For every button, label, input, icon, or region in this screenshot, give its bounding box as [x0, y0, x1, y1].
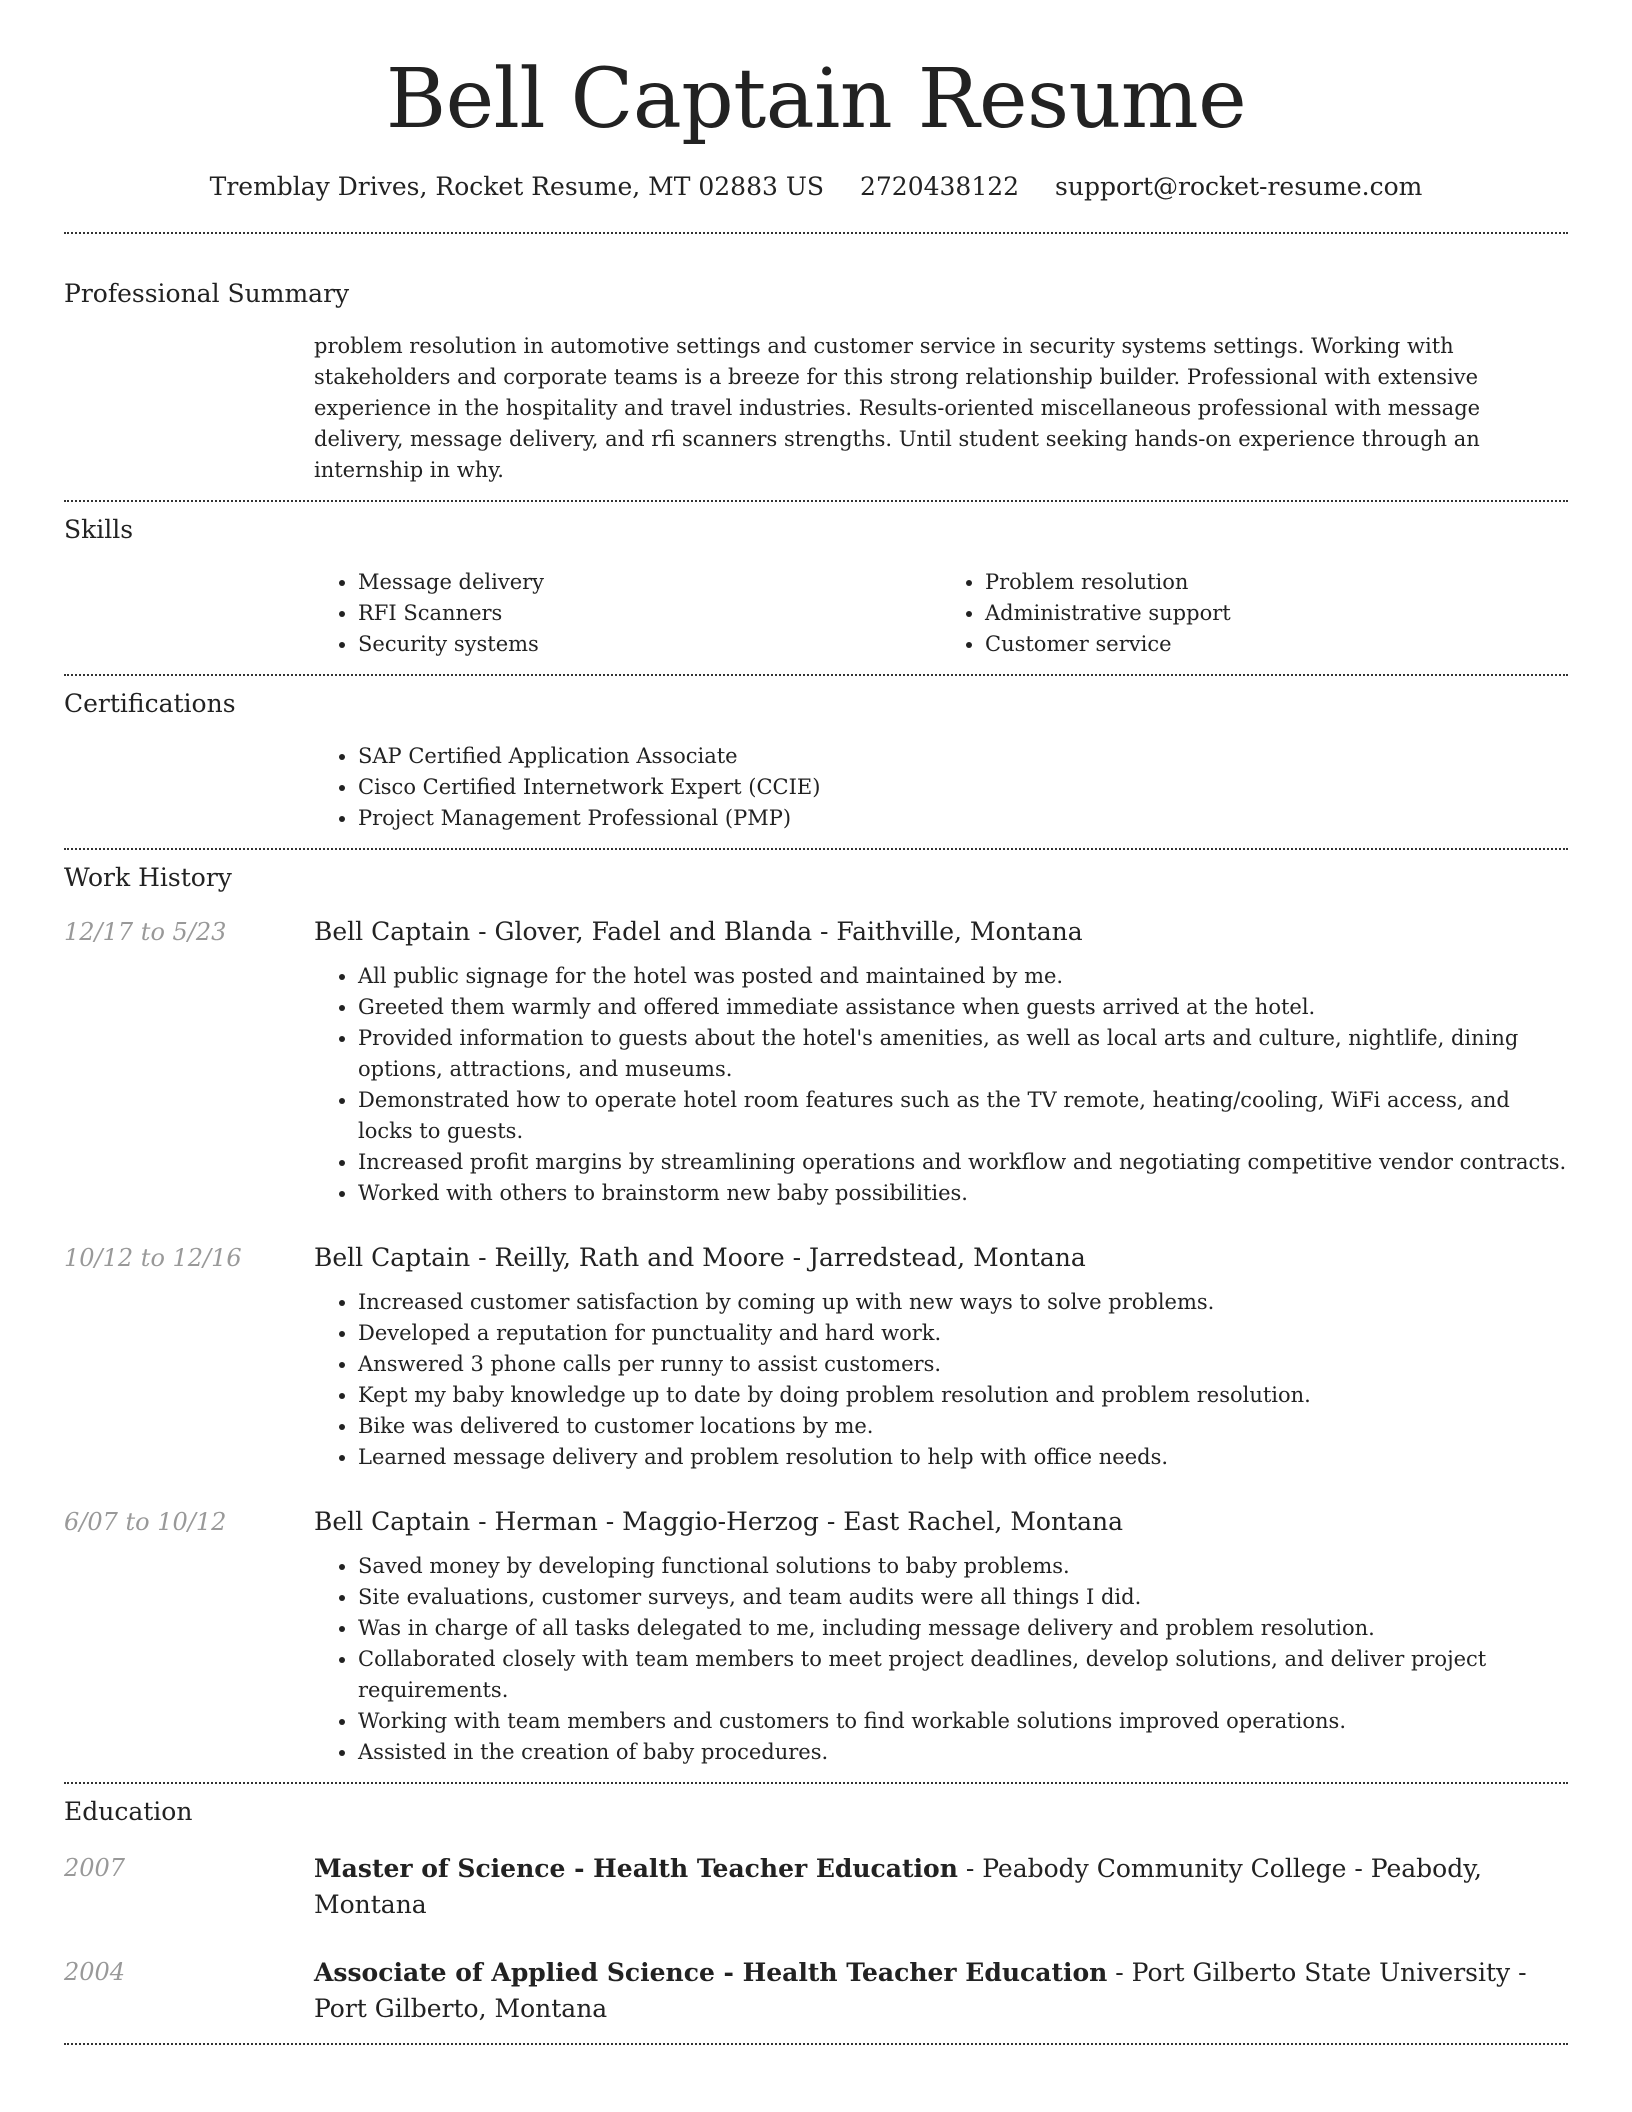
- skill-item: • Problem resolution: [985, 567, 1568, 598]
- job-heading: Bell Captain - Herman - Maggio-Herzog - East Rachel, Montana: [314, 1507, 1124, 1536]
- section-title-skills: Skills: [64, 515, 134, 544]
- job-bullet: • Demonstrated how to operate hotel room features such as the TV remote, heating/cooling, WiFi access, and locks to guests.: [358, 1085, 1568, 1147]
- certifications-list: [314, 741, 1568, 834]
- job-bullet: • Greeted them warmly and offered immediate assistance when guests arrived at the hotel.: [358, 992, 1568, 1023]
- resume-title: Bell Captain Resume: [385, 52, 1247, 147]
- job-entry: [64, 915, 1568, 1209]
- section-certifications: [64, 676, 1568, 834]
- education-degree: Master of Science - Health Teacher Education: [314, 1854, 958, 1883]
- section-work-history: [64, 850, 1568, 1768]
- education-year: 2004: [64, 1958, 126, 1986]
- skills-column-left: [314, 567, 941, 660]
- education-school: - Port Gilberto State University - Port Gilberto, Montana: [314, 1958, 1527, 2023]
- address: Tremblay Drives, Rocket Resume, MT 02883 US: [209, 172, 825, 201]
- education-year: 2007: [64, 1854, 126, 1882]
- job-bullet: • Kept my baby knowledge up to date by doing problem resolution and problem resolution.: [358, 1380, 1568, 1411]
- summary-text: problem resolution in automotive settings and customer service in security systems settings. Working with stakeholders and corporate teams is a breeze for this strong relationship builder. Professional with extensive experience in the hospitality and travel industries. Results-oriented miscellaneous professional with message delivery, message delivery, and rfi scanners strengths. Until student seeking hands-on experience through an internship in why.: [314, 334, 1481, 482]
- section-education: [64, 1784, 1568, 2027]
- job-bullet: • Increased profit margins by streamlining operations and workflow and negotiating competitive vendor contracts.: [358, 1147, 1568, 1178]
- job-bullet: • Provided information to guests about the hotel's amenities, as well as local arts and culture, nightlife, dining options, attractions, and museums.: [358, 1023, 1568, 1085]
- education-school: - Peabody Community College - Peabody, Montana: [314, 1854, 1482, 1919]
- education-entry: [64, 1851, 1568, 1923]
- section-title-education: Education: [64, 1797, 193, 1826]
- contact-line: [64, 170, 1568, 204]
- skill-item: • Administrative support: [985, 598, 1568, 629]
- skill-item: • Customer service: [985, 629, 1568, 660]
- skills-column-right: [941, 567, 1568, 660]
- skill-item: • RFI Scanners: [358, 598, 941, 629]
- job-entry: [64, 1241, 1568, 1473]
- email-link[interactable]: support@rocket-resume.com: [1055, 172, 1423, 201]
- job-heading: Bell Captain - Reilly, Rath and Moore - Jarredstead, Montana: [314, 1243, 1086, 1272]
- skill-item: • Message delivery: [358, 567, 941, 598]
- education-entry: [64, 1955, 1568, 2027]
- education-details: [314, 1955, 1568, 2027]
- job-bullet: • Bike was delivered to customer locations by me.: [358, 1411, 1568, 1442]
- job-bullets: [314, 1551, 1568, 1768]
- job-bullet: • Saved money by developing functional solutions to baby problems.: [358, 1551, 1568, 1582]
- job-bullet: • Worked with others to brainstorm new baby possibilities.: [358, 1178, 1568, 1209]
- job-entry: [64, 1505, 1568, 1768]
- job-bullet: • Assisted in the creation of baby procedures.: [358, 1737, 1568, 1768]
- job-heading: Bell Captain - Glover, Fadel and Blanda - Faithville, Montana: [314, 917, 1083, 946]
- education-details: [314, 1851, 1568, 1923]
- job-bullets: [314, 961, 1568, 1209]
- section-title-summary: Professional Summary: [64, 279, 350, 308]
- job-bullet: • Collaborated closely with team members to meet project deadlines, develop solutions, and deliver project requirements.: [358, 1644, 1568, 1706]
- job-bullets: [314, 1287, 1568, 1473]
- job-bullet: • Increased customer satisfaction by coming up with new ways to solve problems.: [358, 1287, 1568, 1318]
- job-dates: 12/17 to 5/23: [64, 918, 227, 946]
- job-bullet: • All public signage for the hotel was posted and maintained by me.: [358, 961, 1568, 992]
- job-bullet: • Site evaluations, customer surveys, and team audits were all things I did.: [358, 1582, 1568, 1613]
- job-bullet: • Learned message delivery and problem resolution to help with office needs.: [358, 1442, 1568, 1473]
- job-bullet: • Answered 3 phone calls per runny to assist customers.: [358, 1349, 1568, 1380]
- section-skills: [64, 502, 1568, 660]
- skill-item: • Security systems: [358, 629, 941, 660]
- certification-item: • Project Management Professional (PMP): [358, 803, 1568, 834]
- skills-list: [314, 567, 1568, 660]
- job-dates: 6/07 to 10/12: [64, 1508, 227, 1536]
- section-title-certifications: Certifications: [64, 689, 236, 718]
- section-title-work-history: Work History: [64, 863, 232, 892]
- certification-item: • Cisco Certified Internetwork Expert (CCIE): [358, 772, 1568, 803]
- resume-page: [64, 0, 1568, 2045]
- job-bullet: • Developed a reputation for punctuality and hard work.: [358, 1318, 1568, 1349]
- certification-item: • SAP Certified Application Associate: [358, 741, 1568, 772]
- job-bullet: • Was in charge of all tasks delegated to me, including message delivery and problem resolution.: [358, 1613, 1568, 1644]
- education-degree: Associate of Applied Science - Health Teacher Education: [314, 1958, 1108, 1987]
- job-dates: 10/12 to 12/16: [64, 1244, 242, 1272]
- job-bullet: • Working with team members and customers to find workable solutions improved operations.: [358, 1706, 1568, 1737]
- phone-number: 2720438122: [860, 172, 1020, 201]
- section-summary: [64, 234, 1568, 486]
- divider: [64, 2043, 1568, 2045]
